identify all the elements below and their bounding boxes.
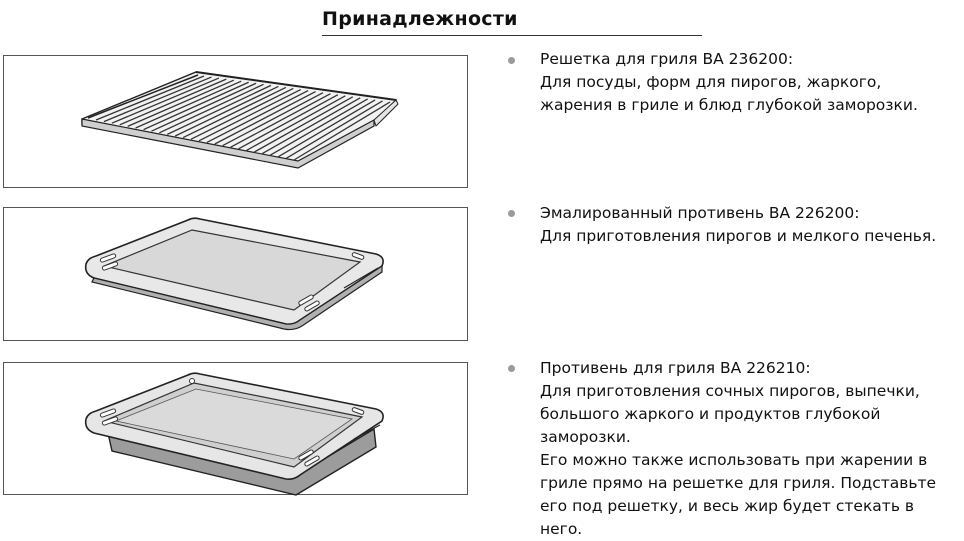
enamel-tray-illustration-frame <box>3 207 468 341</box>
enamel-tray-illustration <box>4 208 469 342</box>
grill-rack-illustration <box>4 56 469 189</box>
item-line: заморозки. <box>540 428 631 446</box>
item-line: Для приготовления сочных пирогов, выпечки, <box>540 382 920 400</box>
grill-pan-illustration <box>4 363 469 496</box>
grill-pan-description <box>540 357 936 541</box>
item-heading: Эмалированный противень BA 226200: <box>540 204 860 222</box>
item-line: большого жаркого и продуктов глубокой <box>540 405 881 423</box>
enamel-tray-description <box>540 202 936 248</box>
item-line: гриле прямо на решетке для гриля. Подставьте <box>540 474 937 492</box>
item-line: Для посуды, форм для пирогов, жаркого, <box>540 73 882 91</box>
item-heading: Решетка для гриля BA 236200: <box>540 50 794 68</box>
item-heading: Противень для гриля BA 226210: <box>540 359 811 377</box>
list-bullet <box>508 365 515 372</box>
grill-rack-description <box>540 48 918 117</box>
list-bullet <box>508 57 515 64</box>
item-line: жарения в гриле и блюд глубокой заморозки. <box>540 96 918 114</box>
section-title: Принадлежности <box>322 8 518 30</box>
title-underline <box>322 35 702 36</box>
item-line: Для приготовления пирогов и мелкого печенья. <box>540 227 937 245</box>
item-line: Его можно также использовать при жарении в <box>540 451 928 469</box>
grill-rack-illustration-frame <box>3 55 468 188</box>
item-line: его под решетку, и весь жир будет стекать в <box>540 497 915 515</box>
item-line: него. <box>540 520 583 538</box>
grill-pan-illustration-frame <box>3 362 468 495</box>
list-bullet <box>508 210 515 217</box>
